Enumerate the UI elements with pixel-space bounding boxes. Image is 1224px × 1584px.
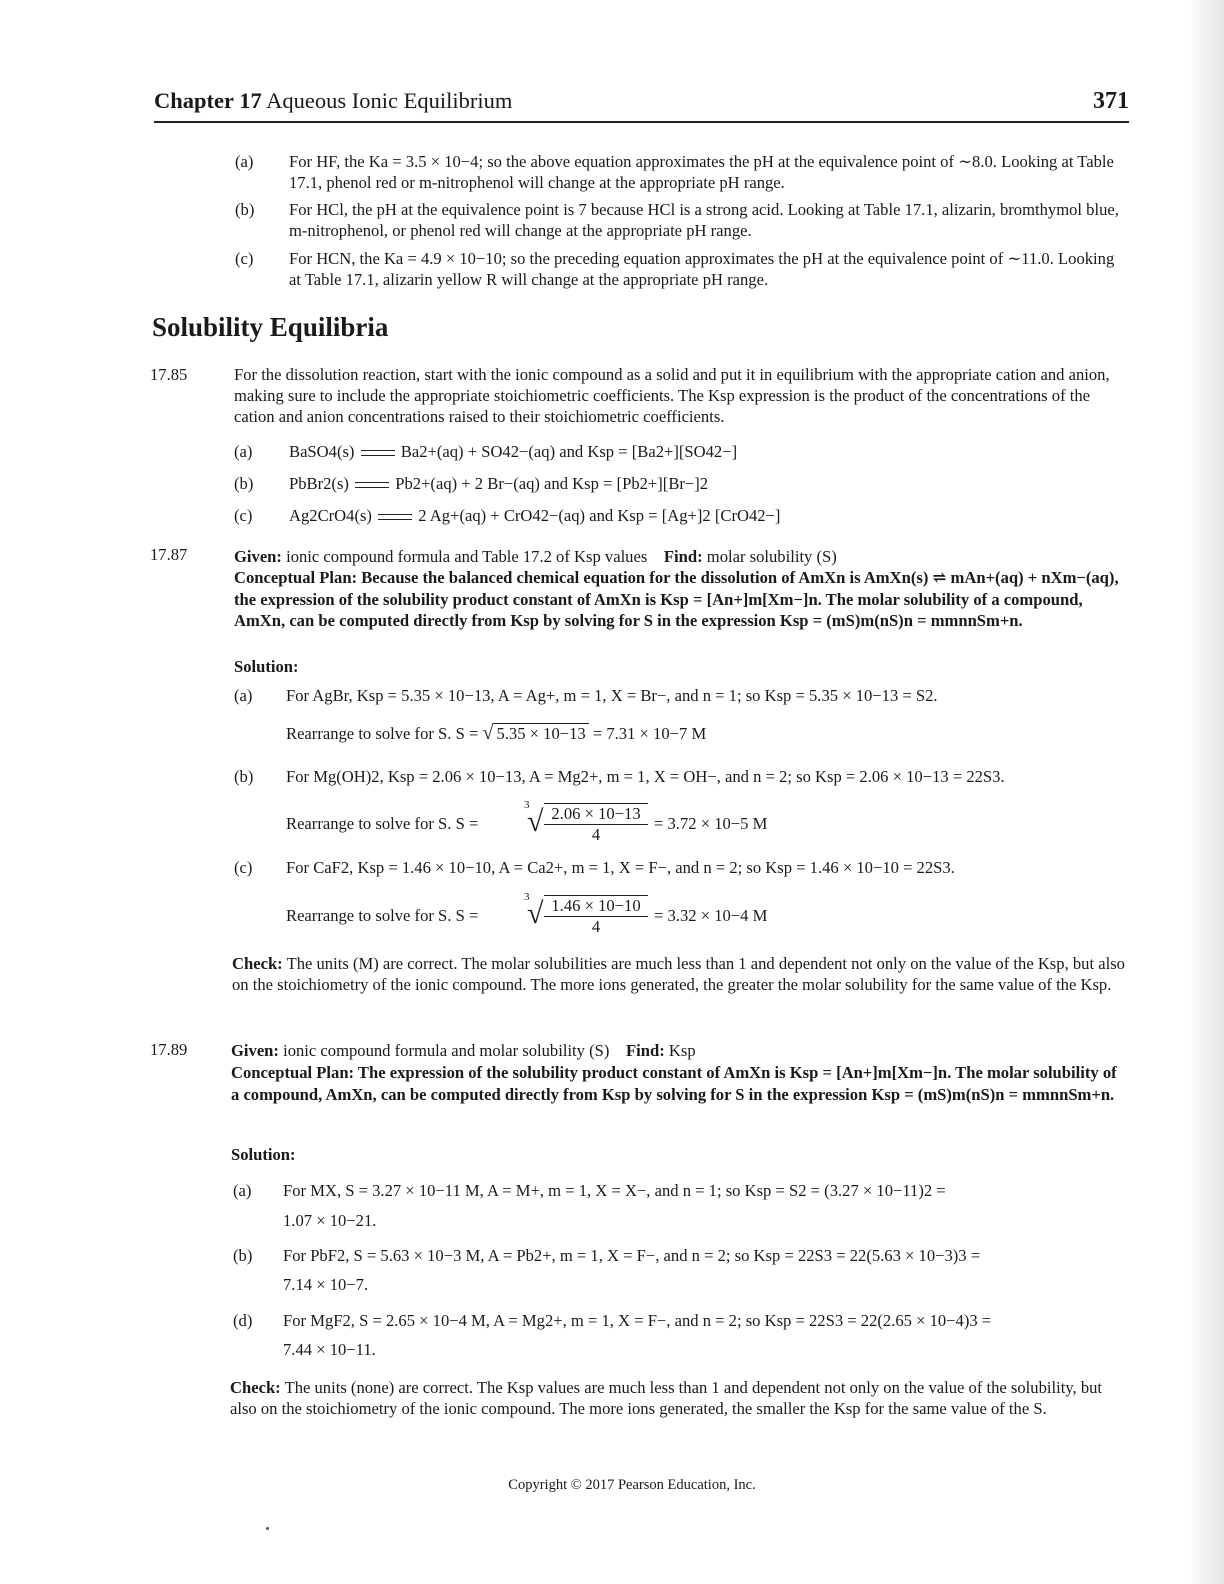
solution-b-line: For Mg(OH)2, Ksp = 2.06 × 10−13, A = Mg2+, m = 1, X = OH−, and n = 2; so Ksp = 2.06 × 10−13 = 22S3.	[286, 767, 1005, 786]
given-text: ionic compound formula and Table 17.2 of Ksp values	[286, 547, 648, 566]
problem-17-87-check	[232, 953, 1125, 995]
page-edge-shadow	[1190, 0, 1224, 1584]
rearrange-text: Rearrange to solve for S. S =	[286, 906, 479, 925]
header-rule	[154, 121, 1129, 123]
solution-89d-label: (d)	[233, 1311, 253, 1330]
reaction-b-reactant: PbBr2(s)	[289, 474, 349, 493]
rearrange-text: Rearrange to solve for S. S =	[286, 814, 479, 833]
reaction-c	[289, 505, 780, 526]
root-index: 3	[524, 891, 530, 903]
cube-root-sign-icon: √	[527, 897, 544, 930]
equilibrium-arrow-icon	[353, 480, 391, 490]
find-label: Find:	[663, 547, 703, 566]
problem-17-89-solution-label: Solution:	[231, 1145, 296, 1164]
rearrange-text: Rearrange to solve for S. S =	[286, 724, 479, 743]
fraction-denominator: 4	[591, 825, 601, 844]
reaction-a-label: (a)	[234, 442, 253, 461]
reaction-b-products: Pb2+(aq) + 2 Br−(aq) and Ksp = [Pb2+][Br−]2	[395, 474, 709, 493]
fraction-numerator: 2.06 × 10−13	[544, 803, 648, 825]
find-text: Ksp	[668, 1041, 696, 1060]
check-text: The units (M) are correct. The molar solubilities are much less than 1 and dependent not only on the value of the Ksp, but also on the stoichiometry of the ionic compound. The more ions generated, the greater the molar solubility for the same value of the Ksp.	[232, 954, 1125, 994]
solution-89a-label: (a)	[233, 1181, 252, 1200]
check-label: Check:	[230, 1378, 281, 1397]
solution-89b-line2: 7.14 × 10−7.	[283, 1275, 369, 1294]
fraction-numerator: 1.46 × 10−10	[544, 895, 648, 917]
problem-17-85-text: For the dissolution reaction, start with the ionic compound as a solid and put it in equilibrium with the appropriate cation and anion, making sure to include the appropriate stoichiometric coefficients. The Ksp expression is the product of the concentrations of the cation and anion concentrations raised to their stoichiometric coefficients.	[234, 365, 1110, 426]
given-label: Given:	[234, 547, 282, 566]
solution-c-label: (c)	[234, 858, 253, 877]
root-index: 3	[524, 799, 530, 811]
solution-c-line: For CaF2, Ksp = 1.46 × 10−10, A = Ca2+, m = 1, X = F−, and n = 2; so Ksp = 1.46 × 10−10 = 22S3.	[286, 858, 955, 877]
chapter-label: Chapter 17	[154, 88, 262, 113]
solution-89d-line1: For MgF2, S = 2.65 × 10−4 M, A = Mg2+, m = 1, X = F−, and n = 2; so Ksp = 22S3 = 22(2.65 × 10−4)3 =	[283, 1311, 992, 1330]
chapter-heading	[154, 88, 512, 114]
reaction-c-label: (c)	[234, 506, 253, 525]
problem-17-87-given-line	[234, 546, 1127, 567]
given-label: Given:	[231, 1041, 279, 1060]
solution-89d-line2: 7.44 × 10−11.	[283, 1340, 376, 1359]
check-text: The units (none) are correct. The Ksp values are much less than 1 and dependent not only on the value of the solubility, but also on the stoichiometry of the ionic compound. The more ions generated, the smaller the Ksp for the same value of the S.	[230, 1378, 1103, 1418]
intro-item-b-label: (b)	[235, 200, 255, 219]
solution-a-rearrange	[286, 722, 706, 745]
reaction-a-products: Ba2+(aq) + SO42−(aq) and Ksp = [Ba2+][SO42−]	[400, 442, 738, 461]
intro-item-c-text: For HCN, the Ka = 4.9 × 10−10; so the preceding equation approximates the pH at the equivalence point of ∼11.0. Looking at Table 17.1, alizarin yellow R will change at the appropriate pH range.	[289, 249, 1115, 289]
solution-89b-line1: For PbF2, S = 5.63 × 10−3 M, A = Pb2+, m = 1, X = F−, and n = 2; so Ksp = 22S3 = 22(5.63 × 10−3)3 =	[283, 1246, 981, 1265]
reaction-b	[289, 473, 708, 494]
result: = 7.31 × 10−7 M	[592, 724, 707, 743]
given-text: ionic compound formula and molar solubility (S)	[283, 1041, 610, 1060]
reaction-c-reactant: Ag2CrO4(s)	[289, 506, 372, 525]
page-number: 371	[1093, 88, 1129, 114]
result: = 3.72 × 10−5 M	[654, 814, 768, 833]
intro-item-b-text: For HCl, the pH at the equivalence point is 7 because HCl is a strong acid. Looking at Table 17.1, alizarin, bromthymol blue, m-nitrophenol, or phenol red will change at the appropriate pH range.	[289, 200, 1119, 240]
solution-89a-line2: 1.07 × 10−21.	[283, 1211, 377, 1230]
intro-item-c-label: (c)	[235, 249, 254, 268]
equilibrium-arrow-icon	[359, 448, 397, 458]
scan-speck	[266, 1527, 269, 1530]
reaction-a	[289, 441, 737, 462]
find-label: Find:	[625, 1041, 665, 1060]
sqrt-sign-icon: √	[482, 722, 494, 744]
reaction-c-products: 2 Ag+(aq) + CrO42−(aq) and Ksp = [Ag+]2 [CrO42−]	[418, 506, 781, 525]
solution-b-label: (b)	[234, 767, 254, 786]
intro-item-a-text: For HF, the Ka = 3.5 × 10−4; so the above equation approximates the pH at the equivalence point of ∼8.0. Looking at Table 17.1, phenol red or m-nitrophenol will change at the appropriate pH range.	[289, 152, 1114, 192]
reaction-b-label: (b)	[234, 474, 254, 493]
running-header	[154, 86, 1129, 126]
solution-a-line: For AgBr, Ksp = 5.35 × 10−13, A = Ag+, m = 1, X = Br−, and n = 1; so Ksp = 5.35 × 10−13 = S2.	[286, 686, 938, 705]
problem-17-89-given-line	[231, 1040, 1124, 1061]
problem-17-87-plan: Conceptual Plan: Because the balanced chemical equation for the dissolution of AmXn is AmXn(s) ⇌ mAn+(aq) + nXm−(aq), the expression of the solubility product constant of AmXn is Ksp = [An+]m[Xm−]n. The molar solubility of a compound, AmXn, can be computed directly from Ksp by solving for S in the expression Ksp = (mS)m(nS)n = mmnnSm+n.	[234, 568, 1119, 630]
check-label: Check:	[232, 954, 283, 973]
solution-89a-line1: For MX, S = 3.27 × 10−11 M, A = M+, m = 1, X = X−, and n = 1; so Ksp = S2 = (3.27 × 10−11)2 =	[283, 1181, 946, 1200]
solution-a-label: (a)	[234, 686, 253, 705]
equilibrium-arrow-icon	[376, 512, 414, 522]
reaction-a-reactant: BaSO4(s)	[289, 442, 355, 461]
problem-17-85-number: 17.85	[150, 365, 188, 384]
chapter-title: Aqueous Ionic Equilibrium	[266, 88, 513, 113]
result: = 3.32 × 10−4 M	[654, 906, 768, 925]
fraction-denominator: 4	[591, 917, 601, 936]
problem-17-89-check	[230, 1377, 1123, 1419]
copyright-footer: Copyright © 2017 Pearson Education, Inc.	[508, 1477, 756, 1493]
cube-root-sign-icon: √	[527, 805, 544, 838]
problem-17-89-number: 17.89	[150, 1040, 188, 1059]
solution-89b-label: (b)	[233, 1246, 253, 1265]
problem-17-89-plan: Conceptual Plan: The expression of the solubility product constant of AmXn is Ksp = [An+]m[Xm−]n. The molar solubility of a compound, AmXn, can be computed directly from Ksp by solving for S in the expression Ksp = (mS)m(nS)n = mmnnSm+n.	[231, 1063, 1117, 1104]
radicand: 5.35 × 10−13	[493, 723, 588, 743]
section-title: Solubility Equilibria	[152, 312, 389, 342]
problem-17-87-solution-label: Solution:	[234, 657, 299, 676]
intro-item-a-label: (a)	[235, 152, 254, 171]
problem-17-87-number: 17.87	[150, 545, 188, 564]
find-text: molar solubility (S)	[706, 547, 837, 566]
